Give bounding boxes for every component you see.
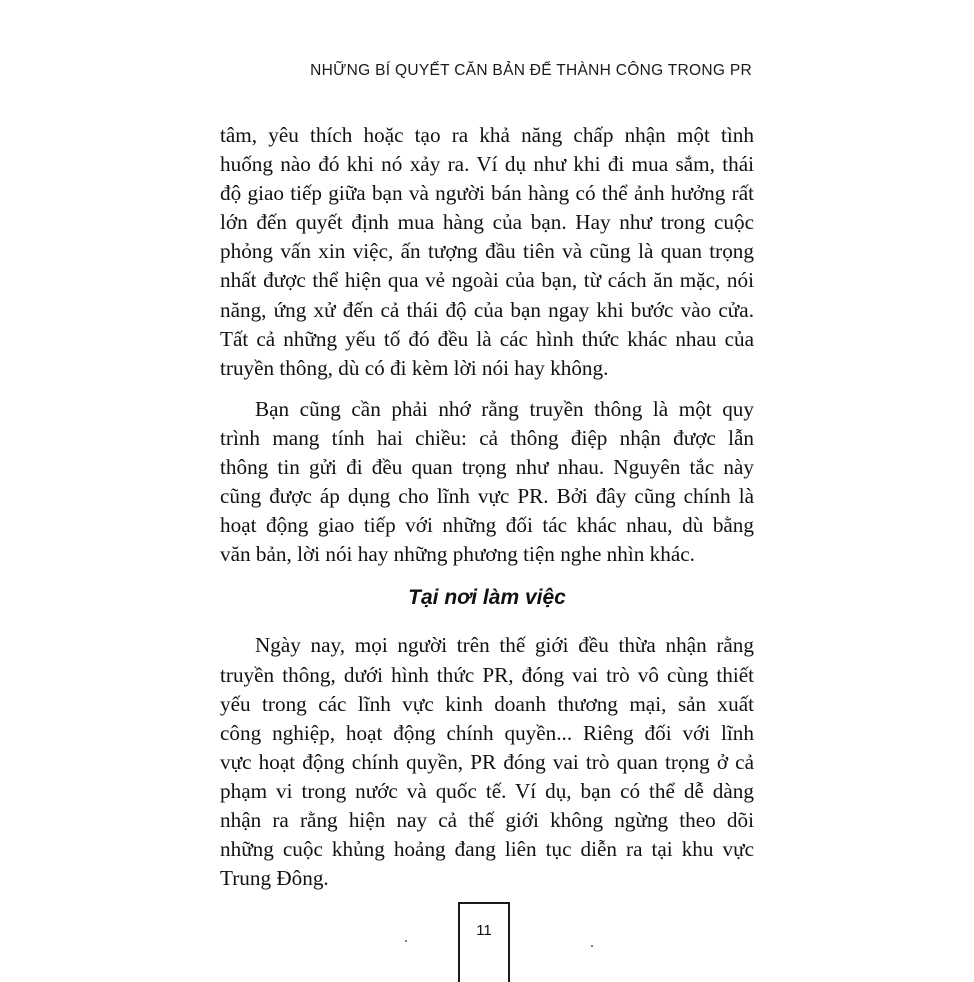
scan-speck [591,945,593,947]
paragraph-1 [220,121,754,383]
text-line: nhất được thể hiện qua vẻ ngoài của bạn, từ cách ăn mặc, nói [220,268,754,293]
page-number: 11 [476,922,492,939]
text-line: cũng được áp dụng cho lĩnh vực PR. Bởi đây cũng chính là [220,484,754,509]
paragraph-3 [220,631,754,893]
text-line: Tất cả những yếu tố đó đều là các hình thức khác nhau của [220,326,754,351]
text-line: tâm, yêu thích hoặc tạo ra khả năng chấp nhận một tình [220,123,754,147]
text-line: độ giao tiếp giữa bạn và người bán hàng có thể ảnh hưởng rất [220,181,754,206]
text-line: lớn đến quyết định mua hàng của bạn. Hay như trong cuộc [220,210,754,235]
text-line: hoạt động giao tiếp với những đối tác khác nhau, dù bằng [220,513,754,538]
text-line: văn bản, lời nói hay những phương tiện nghe nhìn khác. [220,542,695,567]
text-line: những cuộc khủng hoảng đang liên tục diễn ra tại khu vực [220,837,754,862]
text-line: nhận ra rằng hiện nay cả thế giới không ngừng theo dõi [220,807,754,832]
text-line: phạm vi trong nước và quốc tế. Ví dụ, bạn có thể dễ dàng [220,778,754,803]
text-line: Ngày nay, mọi người trên thế giới đều thừa nhận rằng [255,633,754,658]
text-line: năng, ứng xử đến cả thái độ của bạn ngay khi bước vào cửa. [220,297,754,322]
paragraph-2 [220,395,754,570]
text-line: Trung Đông. [220,866,329,891]
text-line: truyền thông, dù có đi kèm lời nói hay không. [220,355,609,380]
text-line: phỏng vấn xin việc, ấn tượng đầu tiên và cũng là quan trọng [220,239,754,264]
text-line: Bạn cũng cần phải nhớ rằng truyền thông là một quy [255,396,754,421]
page-number-box [458,902,510,982]
body-text [220,121,754,907]
text-line: truyền thông, dưới hình thức PR, đóng vai trò vô cùng thiết [220,662,754,687]
text-line: trình mang tính hai chiều: cả thông điệp nhận được lẫn [220,425,754,450]
text-line: thông tin gửi đi đều quan trọng như nhau. Nguyên tắc này [220,455,754,480]
scan-speck [405,940,407,942]
text-line: công nghiệp, hoạt động chính quyền... Riêng đối với lĩnh [220,720,754,745]
section-heading: Tại nơi làm việc [408,586,566,610]
text-line: vực hoạt động chính quyền, PR đóng vai trò quan trọng ở cả [220,749,754,774]
text-line: huống nào đó khi nó xảy ra. Ví dụ như khi đi mua sắm, thái [220,152,754,177]
text-line: yếu trong các lĩnh vực kinh doanh thương mại, sản xuất [220,691,754,716]
running-header: NHỮNG BÍ QUYẾT CĂN BẢN ĐỂ THÀNH CÔNG TRONG PR [310,62,752,79]
